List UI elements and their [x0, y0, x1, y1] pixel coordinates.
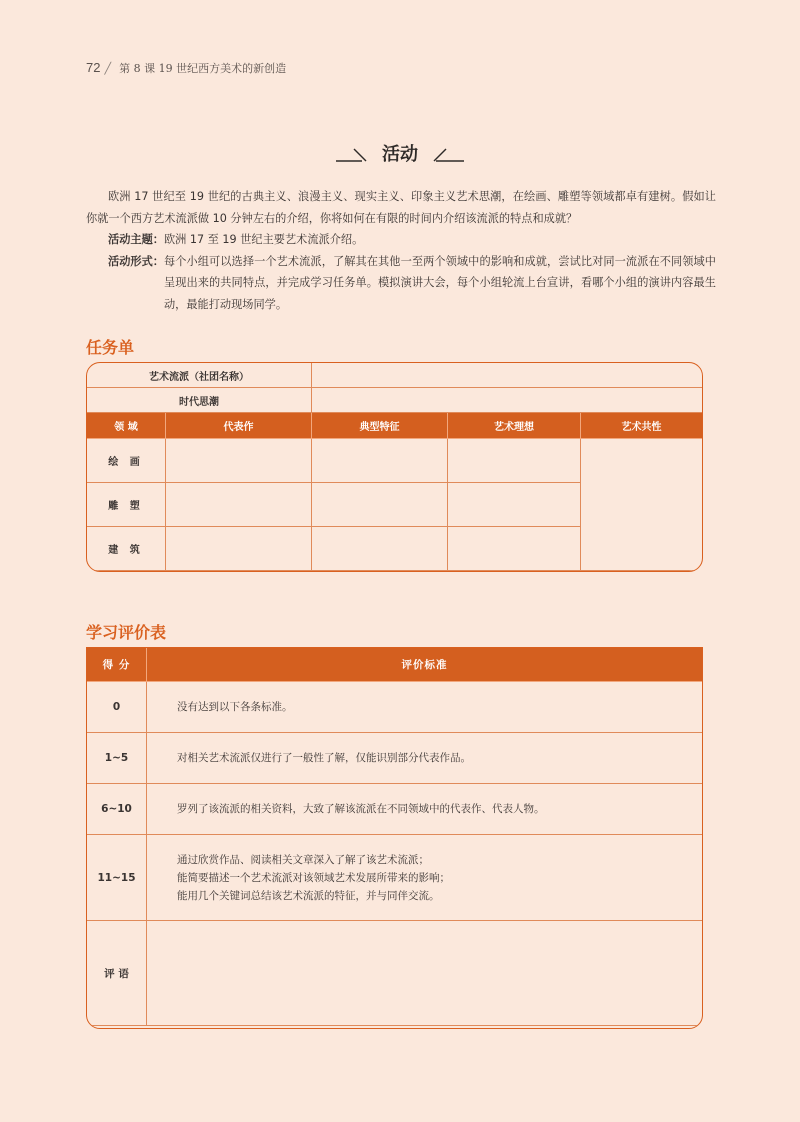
table-row: [87, 835, 703, 921]
column-header: 领 域: [87, 413, 166, 439]
criteria-line: 能简要描述一个艺术流派对该领域艺术发展所带来的影响；: [177, 871, 450, 884]
running-header: [86, 60, 286, 76]
table-row: [87, 921, 703, 1026]
task-sheet-title: 任务单: [86, 338, 135, 357]
theme-label: 活动主题：: [108, 233, 164, 246]
comment-field[interactable]: [147, 921, 703, 1026]
criteria-cell: [147, 835, 703, 921]
table-row: [87, 682, 703, 733]
page-number: 72: [86, 60, 101, 75]
table-row: [87, 733, 703, 784]
task-sheet-table: [86, 362, 703, 572]
domain-label: 建 筑: [87, 527, 166, 571]
meta-label: 艺术流派（社团名称）: [87, 363, 312, 388]
criteria-cell: [147, 784, 703, 835]
fill-cell[interactable]: [312, 483, 448, 527]
eval-header-row: [87, 648, 703, 682]
fill-cell[interactable]: [448, 439, 581, 483]
fill-cell[interactable]: [312, 439, 448, 483]
fill-cell[interactable]: [312, 527, 448, 571]
column-header: 评价标准: [147, 648, 703, 682]
column-header: 艺术共性: [581, 413, 703, 439]
column-header: 艺术理想: [448, 413, 581, 439]
criteria-line: 没有达到以下各条标准。: [177, 701, 293, 713]
header-divider: ╱: [104, 62, 112, 75]
title-right-ornament: [430, 146, 464, 162]
criteria-line: 通过欣赏作品、阅读相关文章深入了解了该艺术流派；: [177, 853, 429, 866]
form-text: 每个小组可以选择一个艺术流派，了解其在其他一至两个领域中的影响和成就，尝试比对同一流派在不同领域中呈现出来的共同特点，并完成学习任务单。模拟演讲大会，每个小组轮流上台宣讲，看哪个小组的演讲内容最生动，最能打动现场同学。: [163, 254, 716, 311]
intro-paragraph: 欧洲 17 世纪至 19 世纪的古典主义、浪漫主义、现实主义、印象主义艺术思潮，在绘画、雕塑等领域都卓有建树。假如让你就一个西方艺术流派做 10 分钟左右的介绍，你将如何在有限的时间内介绍该流派的特点和成就？: [86, 190, 716, 225]
table-row: [87, 784, 703, 835]
score-cell: 0: [87, 682, 147, 733]
activity-theme: [86, 229, 716, 251]
table-row: [87, 439, 703, 483]
fill-cell[interactable]: [166, 439, 312, 483]
activity-intro: [86, 186, 716, 315]
meta-value-field[interactable]: [312, 388, 703, 413]
meta-row: [87, 388, 703, 413]
score-cell: 1~5: [87, 733, 147, 784]
domain-label: 绘 画: [87, 439, 166, 483]
domain-label: 雕 塑: [87, 483, 166, 527]
meta-value-field[interactable]: [312, 363, 703, 388]
activity-heading: [0, 140, 800, 166]
fill-cell[interactable]: [448, 483, 581, 527]
fill-cell[interactable]: [448, 527, 581, 571]
activity-title: 活动: [382, 144, 418, 165]
task-header-row: [87, 413, 703, 439]
column-header: 典型特征: [312, 413, 448, 439]
fill-cell[interactable]: [166, 483, 312, 527]
fill-cell[interactable]: [166, 527, 312, 571]
score-cell: 6~10: [87, 784, 147, 835]
meta-label: 时代思潮: [87, 388, 312, 413]
score-cell: 11~15: [87, 835, 147, 921]
column-header: 代表作: [166, 413, 312, 439]
column-header: 得 分: [87, 648, 147, 682]
title-left-ornament: [336, 146, 370, 162]
activity-form: [86, 251, 716, 316]
lesson-title: 第 8 课 19 世纪西方美术的新创造: [119, 62, 287, 75]
comment-label: 评 语: [87, 921, 147, 1026]
form-label: 活动形式：: [108, 254, 164, 268]
evaluation-title: 学习评价表: [86, 623, 167, 642]
commonality-cell[interactable]: [581, 439, 703, 571]
theme-text: 欧洲 17 至 19 世纪主要艺术流派介绍。: [163, 233, 364, 246]
criteria-line: 罗列了该流派的相关资料，大致了解该流派在不同领域中的代表作、代表人物。: [177, 803, 545, 815]
evaluation-table: [86, 647, 703, 1029]
criteria-cell: [147, 733, 703, 784]
criteria-line: 能用几个关键词总结该艺术流派的特征，并与同伴交流。: [177, 889, 440, 902]
criteria-cell: [147, 682, 703, 733]
meta-row: [87, 363, 703, 388]
criteria-line: 对相关艺术流派仅进行了一般性了解，仅能识别部分代表作品。: [177, 752, 471, 764]
